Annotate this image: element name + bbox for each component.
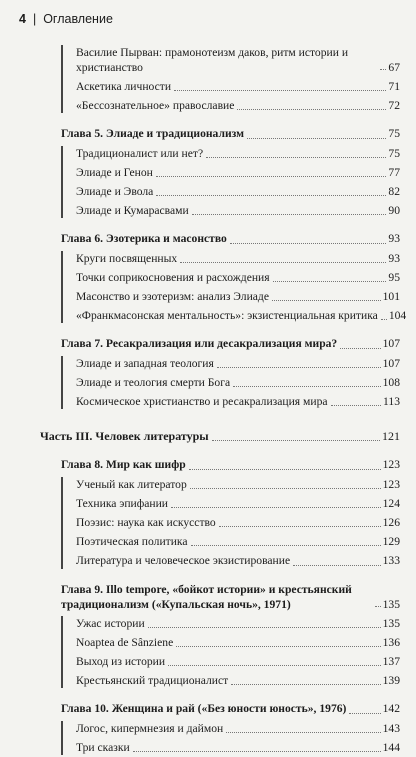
toc-entry[interactable] [40, 306, 407, 325]
toc-entry-title: Поэтическая политика [76, 535, 188, 549]
table-of-contents [40, 43, 407, 757]
toc-entry[interactable] [40, 163, 400, 182]
toc-entry[interactable] [40, 671, 400, 690]
chapter-group [40, 455, 400, 570]
toc-page-number: 136 [382, 635, 400, 649]
toc-entry-title: Часть III. Человек литературы [40, 429, 209, 444]
dot-leader [212, 440, 380, 441]
toc-page-number: 123 [382, 477, 400, 491]
toc-page-number: 139 [382, 674, 400, 688]
toc-entry[interactable] [40, 43, 400, 77]
toc-entry[interactable] [40, 96, 400, 115]
toc-entry[interactable] [40, 392, 400, 411]
dot-leader [331, 405, 382, 406]
toc-page-number: 142 [382, 702, 400, 716]
toc-page-number: 121 [382, 429, 400, 444]
header-title: Оглавление [43, 12, 113, 26]
dot-leader [230, 243, 387, 244]
toc-entry-title: Ужас истории [76, 616, 145, 630]
toc-page-number: 129 [382, 535, 400, 549]
dot-leader [171, 507, 381, 508]
toc-entry[interactable] [40, 494, 400, 513]
toc-entry-title: Глава 8. Мир как шифр [61, 458, 186, 472]
toc-page-number: 93 [388, 251, 400, 265]
toc-entry[interactable] [40, 551, 400, 570]
toc-page-number: 77 [388, 165, 400, 179]
toc-page-number: 143 [382, 721, 400, 735]
toc-page-number: 93 [388, 232, 400, 246]
toc-page-number: 101 [382, 290, 400, 304]
dot-leader [226, 732, 380, 733]
dot-leader [293, 565, 380, 566]
toc-entry-title: Элиаде и Генон [76, 165, 153, 179]
dot-leader [191, 545, 381, 546]
dot-leader [231, 684, 380, 685]
toc-entry-title: Глава 10. Женщина и рай («Без юности юность», 1976) [61, 702, 347, 716]
toc-entry[interactable] [40, 532, 400, 551]
toc-entry-title: Традиционалист или нет? [76, 146, 204, 160]
toc-entry-title: Ученый как литератор [76, 477, 187, 491]
toc-page-number: 135 [382, 597, 400, 611]
toc-chapter-entry[interactable] [40, 580, 400, 614]
toc-entry-title: Глава 9. Illo tempore, «бойкот истории» и крестьянский традиционализм («Купальская ночь», 1971) [61, 582, 352, 611]
toc-entry[interactable] [40, 268, 400, 287]
toc-entry-title: Элиаде и Эвола [76, 185, 154, 199]
chapter-group [40, 580, 400, 691]
toc-entry-title: Масонство и эзотеризм: анализ Элиаде [76, 290, 269, 304]
toc-page-number: 123 [382, 458, 400, 472]
toc-entry-title: Крестьянский традиционалист [76, 674, 229, 688]
toc-chapter-entry[interactable] [40, 229, 400, 248]
toc-entry-title: Глава 6. Эзотерика и масонство [61, 232, 227, 246]
toc-entry[interactable] [40, 77, 400, 96]
dot-leader [273, 281, 387, 282]
dot-leader [192, 214, 387, 215]
dot-leader [180, 262, 386, 263]
dot-leader [219, 526, 381, 527]
page-number: 4 [19, 12, 26, 26]
toc-entry[interactable] [40, 652, 400, 671]
dot-leader [148, 627, 381, 628]
dot-leader [156, 176, 387, 177]
running-header [19, 10, 396, 28]
toc-entry-title: Техника эпифании [76, 496, 168, 510]
toc-entry-title: Аскетика личности [76, 80, 172, 93]
dot-leader [176, 646, 380, 647]
toc-entry-title: Поэзис: наука как искусство [76, 516, 216, 530]
toc-page-number: 113 [383, 395, 400, 409]
toc-entry[interactable] [40, 144, 400, 163]
toc-chapter-entry[interactable] [40, 455, 400, 474]
toc-page-number: 107 [382, 356, 400, 370]
toc-entry[interactable] [40, 614, 400, 633]
toc-page-number: 126 [382, 516, 400, 530]
toc-entry[interactable] [40, 633, 400, 652]
toc-entry-title: Элиаде и теология смерти Бога [76, 375, 231, 389]
toc-entry-title: «Франкмасонская ментальность»: экзистенциальная критика [76, 309, 378, 323]
toc-entry[interactable] [40, 182, 400, 201]
toc-chapter-entry[interactable] [40, 334, 400, 353]
dot-leader [133, 751, 381, 752]
chapter-group [40, 229, 407, 325]
toc-entry[interactable] [40, 287, 400, 306]
toc-entry[interactable] [40, 249, 400, 268]
chapter-group [40, 699, 400, 757]
toc-page-number: 95 [388, 270, 400, 284]
toc-entry-title: Глава 7. Ресакрализация или десакрализация мира? [61, 337, 338, 351]
toc-entry-title: Точки соприкосновения и расхождения [76, 270, 270, 284]
toc-page-number: 135 [382, 616, 400, 630]
chapter-group [40, 334, 400, 411]
dot-leader [190, 488, 381, 489]
dot-leader [375, 606, 381, 607]
toc-page-number: 108 [382, 375, 400, 389]
toc-page-number: 137 [382, 655, 400, 669]
chapter-group [40, 43, 400, 115]
toc-entry-title: «Бессознательное» православие [76, 99, 235, 113]
toc-entry-title: Выход из истории [76, 655, 166, 669]
chapter-group [40, 124, 400, 220]
toc-page-number: 71 [388, 80, 400, 93]
toc-entry-title: Noaptea de Sânziene [76, 635, 174, 649]
toc-page-number: 107 [382, 337, 400, 351]
toc-part-entry[interactable] [40, 427, 400, 446]
toc-page-number: 72 [388, 99, 400, 113]
dot-leader [206, 157, 386, 158]
toc-entry[interactable] [40, 719, 400, 738]
toc-page-number: 124 [382, 496, 400, 510]
dot-leader [156, 195, 386, 196]
dot-leader [340, 348, 380, 349]
toc-page-number: 90 [388, 204, 400, 218]
toc-page-number: 82 [388, 185, 400, 199]
toc-entry-title: Литература и человеческое экзистирование [76, 554, 291, 568]
toc-page-number: 67 [388, 61, 400, 74]
toc-entry-title: Логос, кипермнезия и даймон [76, 721, 224, 735]
dot-leader [237, 109, 386, 110]
toc-entry-title: Элиаде и западная теология [76, 356, 214, 370]
dot-leader [381, 319, 387, 320]
toc-page-number: 133 [382, 554, 400, 568]
dot-leader [174, 90, 386, 91]
toc-entry[interactable] [40, 373, 400, 392]
toc-entry-title: Василие Пырван: прамонотеизм даков, ритм истории и христианство [76, 46, 349, 74]
toc-chapter-entry[interactable] [40, 124, 400, 143]
dot-leader [217, 367, 381, 368]
toc-entry-title: Круги посвященных [76, 251, 178, 265]
dot-leader [189, 469, 381, 470]
dot-leader [349, 713, 380, 714]
toc-entry[interactable] [40, 475, 400, 494]
header-separator: | [32, 12, 37, 26]
toc-entry[interactable] [40, 513, 400, 532]
dot-leader [168, 665, 381, 666]
toc-entry[interactable] [40, 738, 400, 757]
toc-entry-title: Три сказки [76, 740, 130, 754]
toc-entry-title: Глава 5. Элиаде и традиционализм [61, 127, 245, 141]
toc-page-number: 104 [388, 309, 407, 323]
toc-page-number: 75 [388, 146, 400, 160]
dot-leader [272, 300, 381, 301]
dot-leader [233, 386, 380, 387]
toc-chapter-entry[interactable] [40, 699, 400, 718]
toc-entry[interactable] [40, 354, 400, 373]
toc-page-number: 144 [382, 740, 400, 754]
dot-leader [380, 69, 386, 70]
toc-page-number: 75 [388, 127, 400, 141]
dot-leader [247, 138, 386, 139]
toc-entry[interactable] [40, 201, 400, 220]
toc-entry-title: Элиаде и Кумарасвами [76, 204, 189, 218]
toc-entry-title: Космическое христианство и ресакрализация мира [76, 395, 328, 409]
